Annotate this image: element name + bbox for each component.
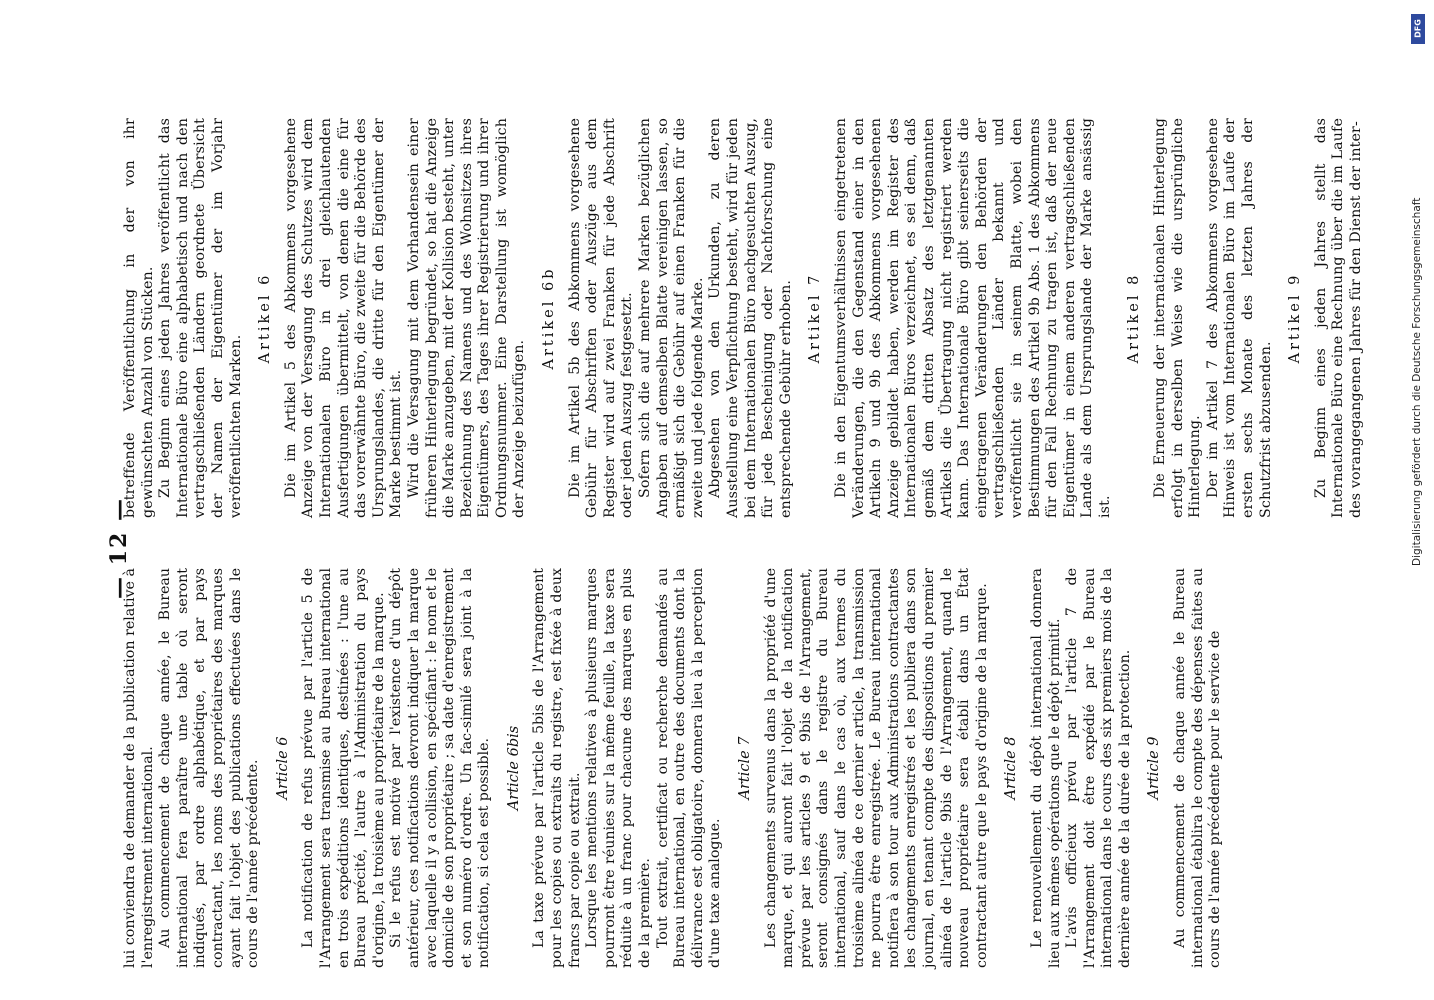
paragraph: Si le refus est motivé par l'existence d'un dépôt antérieur, ces notifications devront indiquer la marque avec laquelle il y a collision, en spécifiant : le nom et le domicile de son propriétaire ; sa date d'enregistrement et son numéro d'ordre. Un fac-similé sera joint à la notification, si cela est possible. [388, 568, 493, 968]
french-column [122, 568, 1225, 968]
dfg-logo-text: DFG [1413, 19, 1423, 38]
paragraph: La notification de refus prévue par l'article 5 de l'Arrangement sera transmise au Bureau international en trois expéditions identiques, destinées : l'une au Bureau précité, l'autre à l'Administration du pays d'origine, la troisième au propriétaire de la marque. [300, 568, 387, 968]
paragraph: Die im Artikel 5b des Abkommens vorgesehene Gebühr für Abschriften oder Auszüge aus dem Register wird auf zwei Franken für jede Abschrift oder jeden Auszug festgesetzt. [566, 118, 636, 518]
dfg-logo [1411, 14, 1425, 44]
paragraph: L'avis officieux prévu par l'article 7 de l'Arrangement doit être expédié par le Bureau international dans le cours des six premiers mois de la dernière année de la durée de la protection. [1064, 568, 1133, 968]
paragraph: Wird die Versagung mit dem Vorhandensein einer früheren Hinterlegung begründet, so hat die Anzeige die Marke anzugeben, mit der Kollision besteht, unter Bezeichnung des Namens und des Wohnsitzes ihres Eigentümers, des Tages ihrer Registrierung und ihrer Ordnungsnummer. Eine Darstellung ist womöglich der Anzeige beizufügen. [405, 118, 528, 518]
article-heading: Artikel 6 [257, 272, 274, 364]
page-number: — 12 — [106, 497, 132, 599]
digitization-sidebar [1410, 6, 1428, 996]
paragraph: Zu Beginn eines jeden Jahres stellt das Internationale Büro eine Rechnung über die im Laufe des vorangegangenen Jahres für den Dienst der inter- [1312, 118, 1364, 518]
digitization-notice: Digitalisierung gefördert durch die Deutsche Forschungsgemeinschaft [1411, 197, 1423, 566]
article-heading: Artikel 9 [1287, 272, 1304, 364]
paragraph: Le renouvellement du dépôt international donnera lieu aux mêmes opérations que le dépôt primitif. [1028, 568, 1063, 968]
article-heading: Article 9 [1146, 736, 1163, 800]
paragraph: Zu Beginn eines jeden Jahres veröffentlicht das Internationale Büro eine alphabetisch und nach den vertragschließenden Ländern geordnete Übersicht der Namen der Eigentümer der im Vorjahr veröffentlichten Marken. [157, 118, 244, 518]
paragraph: Au commencement de chaque année, le Bureau international fera paraître une table où seront indiqués, par ordre alphabétique, et par pays contractant, les noms des propriétaires des marques ayant fait l'objet des publications effectuées dans le cours de l'année précédente. [157, 568, 262, 968]
paragraph: Die Erneuerung der internationalen Hinterlegung erfolgt in derselben Weise wie die ursprüngliche Hinterlegung. [1152, 118, 1204, 518]
paragraph: lui conviendra de demander de la publication relative à l'enregistrement international. [122, 568, 156, 968]
paragraph: betreffende Veröffentlichung in der von ihr gewünschten Anzahl von Stücken. [122, 118, 156, 518]
paragraph: Lorsque les mentions relatives à plusieurs marques pourront être réunies sur la même feuille, la taxe sera réduite à un franc pour chacune des marques en plus de la première. [584, 568, 654, 968]
paragraph: Au commencement de chaque année le Bureau international établira le compte des dépenses faites au cours de l'année précédente pour le service de [1172, 568, 1224, 968]
article-heading: Article 6bis [505, 725, 522, 811]
article-heading: Artikel 8 [1126, 272, 1143, 364]
paragraph: Die in den Eigentumsverhältnissen eingetretenen Veränderungen, die den Gegenstand einer in den Artikeln 9 und 9b des Abkommens vorgesehenen Anzeige gebildet haben, werden im Register des Internationalen Büros verzeichnet, es sei denn, daß gemäß dem dritten Absatz des letztgenannten Artikels die Übertragung nicht registriert werden kann. Das Internationale Büro gibt seinerseits die eingetragenen Veränderungen den Behörden der vertragschließenden Länder bekannt und veröffentlicht sie in seinem Blatte, wobei den Bestimmungen des Artikel 9b Abs. 1 des Abkommens für den Fall Rechnung zu tragen ist, daß der neue Eigentümer in einem anderen vertragschließenden Lande als dem Ursprungslande der Marke ansässig ist. [832, 118, 1113, 518]
paragraph: Sofern sich die auf mehrere Marken bezüglichen Angaben auf demselben Blatte vereinigen lassen, so ermäßigt sich die Gebühr auf einen Franken für die zweite und jede folgende Marke. [637, 118, 706, 518]
paragraph: Abgesehen von den Urkunden, zu deren Ausstellung eine Verpflichtung besteht, wird für jeden bei dem Internationalen Büro nachgesuchten Auszug, für jede Bescheinigung oder Nachforschung eine entsprechende Gebühr erhoben. [707, 118, 794, 518]
article-heading: Article 7 [737, 736, 753, 800]
paragraph: Tout extrait, certificat ou recherche demandés au Bureau international, en outre des documents dont la délivrance est obligatoire, donnera lieu à la perception d'une taxe analogue. [654, 568, 724, 968]
article-heading: Article 6 [274, 736, 291, 800]
article-heading: Article 8 [1003, 736, 1020, 800]
german-column [122, 118, 1366, 518]
article-heading: Artikel 7 [807, 272, 824, 364]
rotated-print-area [78, 108, 1364, 988]
paragraph: Les changements survenus dans la propriété d'une marque, et qui auront fait l'objet de la notification prévue par les articles 9 et 9bis de l'Arrangement, seront consignés dans le registre du Bureau international, sauf dans le cas où, aux termes du troisième alinéa de ce dernier article, la transmission ne pourra être enregistrée. Le Bureau international notifiera à son tour aux Administrations contractantes les changements enregistrés et les publiera dans son journal, en tenant compte des dispositions du premier alinéa de l'article 9bis de l'Arrangement, quand le nouveau propriétaire sera établi dans un État contractant autre que le pays d'origine de la marque. [762, 568, 990, 968]
paragraph: La taxe prévue par l'article 5bis de l'Arrangement pour les copies ou extraits du registre, est fixée à deux francs par copie ou extrait. [531, 568, 583, 968]
paragraph: Die im Artikel 5 des Abkommens vorgesehene Anzeige von der Versagung des Schutzes wird dem Internationalen Büro in drei gleichlautenden Ausfertigungen übermittelt, von denen die eine für das vorerwähnte Büro, die zweite für die Behörde des Ursprungslandes, die dritte für den Eigentümer der Marke bestimmt ist. [282, 118, 405, 518]
article-heading: Artikel 6b [541, 266, 558, 370]
paragraph: Der im Artikel 7 des Abkommens vorgesehene Hinweis ist vom Internationalen Büro im Laufe der ersten sechs Monate des letzten Jahres der Schutzfrist abzusenden. [1204, 118, 1274, 518]
